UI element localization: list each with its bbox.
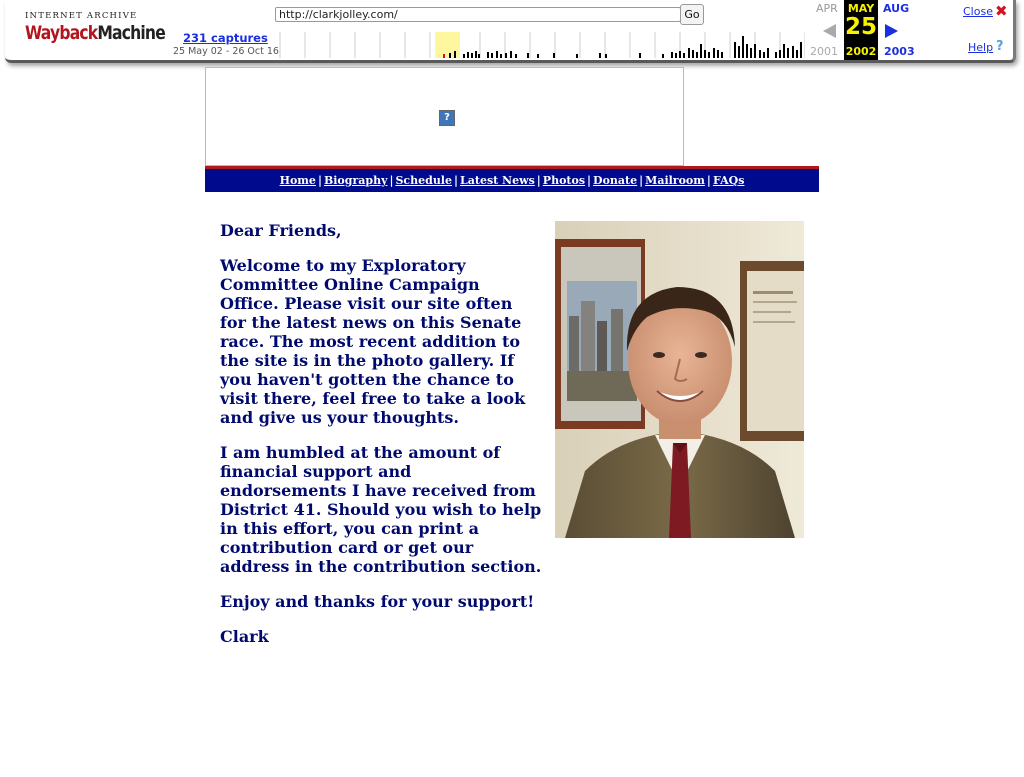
nav-separator: | <box>639 174 644 187</box>
welcome-letter <box>220 221 542 662</box>
nav-separator: | <box>706 174 711 187</box>
sparkline-current-year <box>435 32 460 58</box>
next-capture-arrow-icon[interactable] <box>885 24 898 38</box>
logo-wayback-text <box>25 22 165 44</box>
calendar-current-day: 25 <box>844 14 877 40</box>
calendar-next-year[interactable]: 2003 <box>884 45 915 58</box>
calendar-current-year: 2002 <box>845 45 877 58</box>
wayback-url-input[interactable]: http://clarkjolley.com/ <box>275 7 681 22</box>
capture-sparkline[interactable] <box>279 32 805 58</box>
calendar-current-month: MAY <box>847 2 875 15</box>
nav-link-schedule[interactable]: Schedule <box>395 174 452 187</box>
nav-link-faqs[interactable]: FAQs <box>712 174 745 187</box>
nav-link-photos[interactable]: Photos <box>542 174 586 187</box>
wayback-close-link[interactable]: Close <box>963 5 993 18</box>
captures-date-range: 25 May 02 - 26 Oct 16 <box>173 46 279 57</box>
close-icon[interactable]: ✖ <box>995 2 1008 20</box>
help-question-icon[interactable]: ? <box>996 39 1004 54</box>
wayback-go-button[interactable]: Go <box>680 4 704 25</box>
wayback-logo[interactable] <box>25 11 165 49</box>
nav-link-biography[interactable]: Biography <box>323 174 388 187</box>
calendar-prev-year[interactable]: 2001 <box>810 45 838 58</box>
calendar-prev-month[interactable]: APR <box>816 2 838 15</box>
letter-greeting: Dear Friends, <box>220 221 342 240</box>
nav-separator: | <box>389 174 394 187</box>
letter-paragraph: Welcome to my Exploratory Committee Online Campaign Office. Please visit our site often for the latest news on this Senate race. The most recent addition to the site is in the photo gallery. If you haven't gotten the chance to visit there, feel free to take a look and give us your thoughts. <box>220 256 526 427</box>
wayback-help-link[interactable]: Help <box>968 41 994 54</box>
letter-signature: Clark <box>220 627 269 646</box>
calendar-current-capture <box>844 0 878 60</box>
sparkline-bars <box>443 36 802 58</box>
site-navigation <box>205 166 819 192</box>
wayback-toolbar <box>5 0 1016 63</box>
site-banner <box>205 67 684 166</box>
sparkline-grid <box>280 32 805 58</box>
calendar-next-month[interactable]: AUG <box>883 2 910 15</box>
logo-wayback-word: Wayback <box>25 22 98 44</box>
nav-separator: | <box>317 174 322 187</box>
letter-paragraph: I am humbled at the amount of financial support and endorsements I have received from District 41. Should you wish to help in this effort, you can print a contribution card or get our address in the contribution section. <box>220 443 542 576</box>
nav-link-home[interactable]: Home <box>279 174 316 187</box>
broken-image-icon: ? <box>439 110 455 126</box>
captures-link[interactable]: 231 captures <box>183 31 268 45</box>
nav-link-donate[interactable]: Donate <box>593 174 638 187</box>
logo-machine-word: Machine <box>97 22 165 44</box>
nav-link-latest-news[interactable]: Latest News <box>460 174 535 187</box>
logo-internet-archive-text: INTERNET ARCHIVE <box>25 11 138 21</box>
nav-separator: | <box>587 174 592 187</box>
prev-capture-arrow-icon[interactable] <box>823 24 836 38</box>
candidate-portrait-photo <box>555 221 804 538</box>
nav-separator: | <box>536 174 541 187</box>
nav-link-mailroom[interactable]: Mailroom <box>645 174 705 187</box>
letter-closing: Enjoy and thanks for your support! <box>220 592 535 611</box>
nav-separator: | <box>454 174 459 187</box>
